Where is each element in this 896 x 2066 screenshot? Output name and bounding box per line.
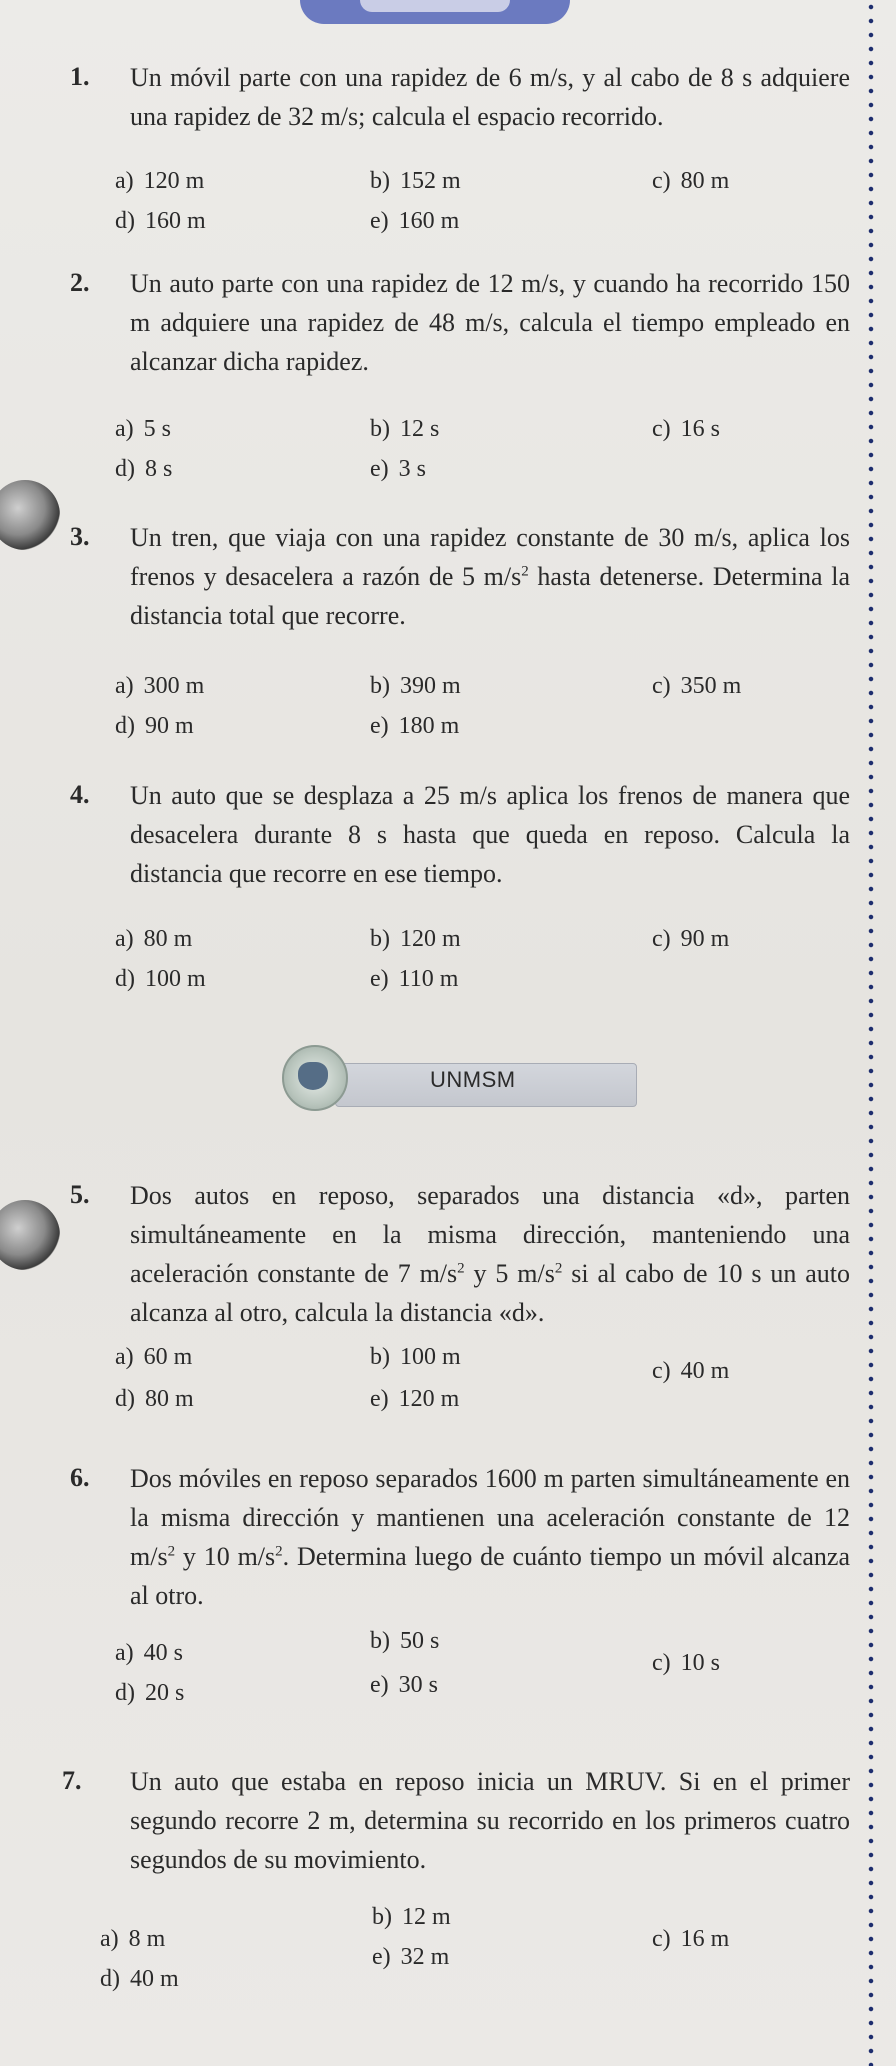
question-7-option-d[interactable]: d) 40 m: [100, 1966, 179, 1992]
question-1-option-d[interactable]: d) 160 m: [115, 208, 206, 234]
question-4-option-d[interactable]: d) 100 m: [115, 966, 206, 992]
question-3-option-c[interactable]: c) 350 m: [652, 673, 742, 699]
question-1-number: 1.: [70, 62, 90, 91]
question-5-option-a[interactable]: a) 60 m: [115, 1344, 193, 1370]
question-6-number: 6.: [70, 1463, 90, 1492]
question-3-option-e[interactable]: e) 180 m: [370, 713, 460, 739]
question-7-option-a[interactable]: a) 8 m: [100, 1926, 166, 1952]
question-4-option-a[interactable]: a) 80 m: [115, 926, 193, 952]
question-3-option-b[interactable]: b) 390 m: [370, 673, 461, 699]
dotted-margin-line: [868, 0, 874, 2066]
question-6-option-a[interactable]: a) 40 s: [115, 1640, 183, 1666]
question-1-text: Un móvil parte con una rapidez de 6 m/s, y al cabo de 8 s adquiere una rapidez de 32 m/s; calcula el espacio recorrido.: [130, 63, 850, 131]
question-2-option-d[interactable]: d) 8 s: [115, 456, 173, 482]
question-4-option-e[interactable]: e) 110 m: [370, 966, 459, 992]
question-2-option-c[interactable]: c) 16 s: [652, 416, 720, 442]
question-7-number: 7.: [62, 1766, 82, 1795]
question-3-option-d[interactable]: d) 90 m: [115, 713, 194, 739]
question-1-option-a[interactable]: a) 120 m: [115, 168, 205, 194]
question-3-option-a[interactable]: a) 300 m: [115, 673, 205, 699]
question-5-option-d[interactable]: d) 80 m: [115, 1386, 194, 1412]
question-1-option-c[interactable]: c) 80 m: [652, 168, 730, 194]
question-6-option-e[interactable]: e) 30 s: [370, 1672, 438, 1698]
university-seal-emblem: [298, 1062, 328, 1090]
question-7-option-c[interactable]: c) 16 m: [652, 1926, 730, 1952]
question-6-option-b[interactable]: b) 50 s: [370, 1628, 440, 1654]
question-2-text: Un auto parte con una rapidez de 12 m/s, y cuando ha recorrido 150 m adquiere una rapidez de 48 m/s, calcula el tiempo empleado en alcanzar dicha rapidez.: [130, 269, 850, 376]
question-7-text: Un auto que estaba en reposo inicia un MRUV. Si en el primer segundo recorre 2 m, determina su recorrido en los primeros cuatro segundos de su movimiento.: [130, 1767, 850, 1874]
question-5-option-b[interactable]: b) 100 m: [370, 1344, 461, 1370]
question-4-number: 4.: [70, 780, 90, 809]
question-1-option-e[interactable]: e) 160 m: [370, 208, 460, 234]
header-decoration-inner: [360, 0, 510, 12]
question-7-option-b[interactable]: b) 12 m: [372, 1904, 451, 1930]
question-6-option-c[interactable]: c) 10 s: [652, 1650, 720, 1676]
question-4-text: Un auto que se desplaza a 25 m/s aplica los frenos de manera que desacelera durante 8 s hasta que queda en reposo. Calcula la distancia que recorre en ese tiempo.: [130, 781, 850, 888]
question-1-option-b[interactable]: b) 152 m: [370, 168, 461, 194]
question-3-number: 3.: [70, 522, 90, 551]
question-6-option-d[interactable]: d) 20 s: [115, 1680, 185, 1706]
question-2-number: 2.: [70, 268, 90, 297]
question-2-option-e[interactable]: e) 3 s: [370, 456, 426, 482]
question-4-option-b[interactable]: b) 120 m: [370, 926, 461, 952]
question-2-option-a[interactable]: a) 5 s: [115, 416, 171, 442]
question-4-option-c[interactable]: c) 90 m: [652, 926, 730, 952]
question-5-number: 5.: [70, 1180, 90, 1209]
question-3-text: Un tren, que viaja con una rapidez constante de 30 m/s, aplica los frenos y desacelera a razón de 5 $m/s^2$ hasta detenerse. Determina la distancia total que recorre.: [130, 523, 850, 630]
question-6-text: Dos móviles en reposo separados 1600 m parten simultáneamente en la misma dirección y mantienen una aceleración constante de 12 $m/s^2$ y 10 $m/s^2$. Determina luego de cuánto tiempo un móvil alcanza al otro.: [130, 1464, 850, 1610]
section-banner-label: UNMSM: [430, 1067, 516, 1092]
question-2-option-b[interactable]: b) 12 s: [370, 416, 440, 442]
question-5-text: Dos autos en reposo, separados una distancia «d», parten simultáneamente en la misma dirección, manteniendo una aceleración constante de 7 $m/s^2$ y 5 $m/s^2$ si al cabo de 10 s un auto alcanza al otro, calcula la distancia «d».: [130, 1181, 850, 1327]
question-7-option-e[interactable]: e) 32 m: [372, 1944, 450, 1970]
question-5-option-e[interactable]: e) 120 m: [370, 1386, 460, 1412]
question-5-option-c[interactable]: c) 40 m: [652, 1358, 730, 1384]
